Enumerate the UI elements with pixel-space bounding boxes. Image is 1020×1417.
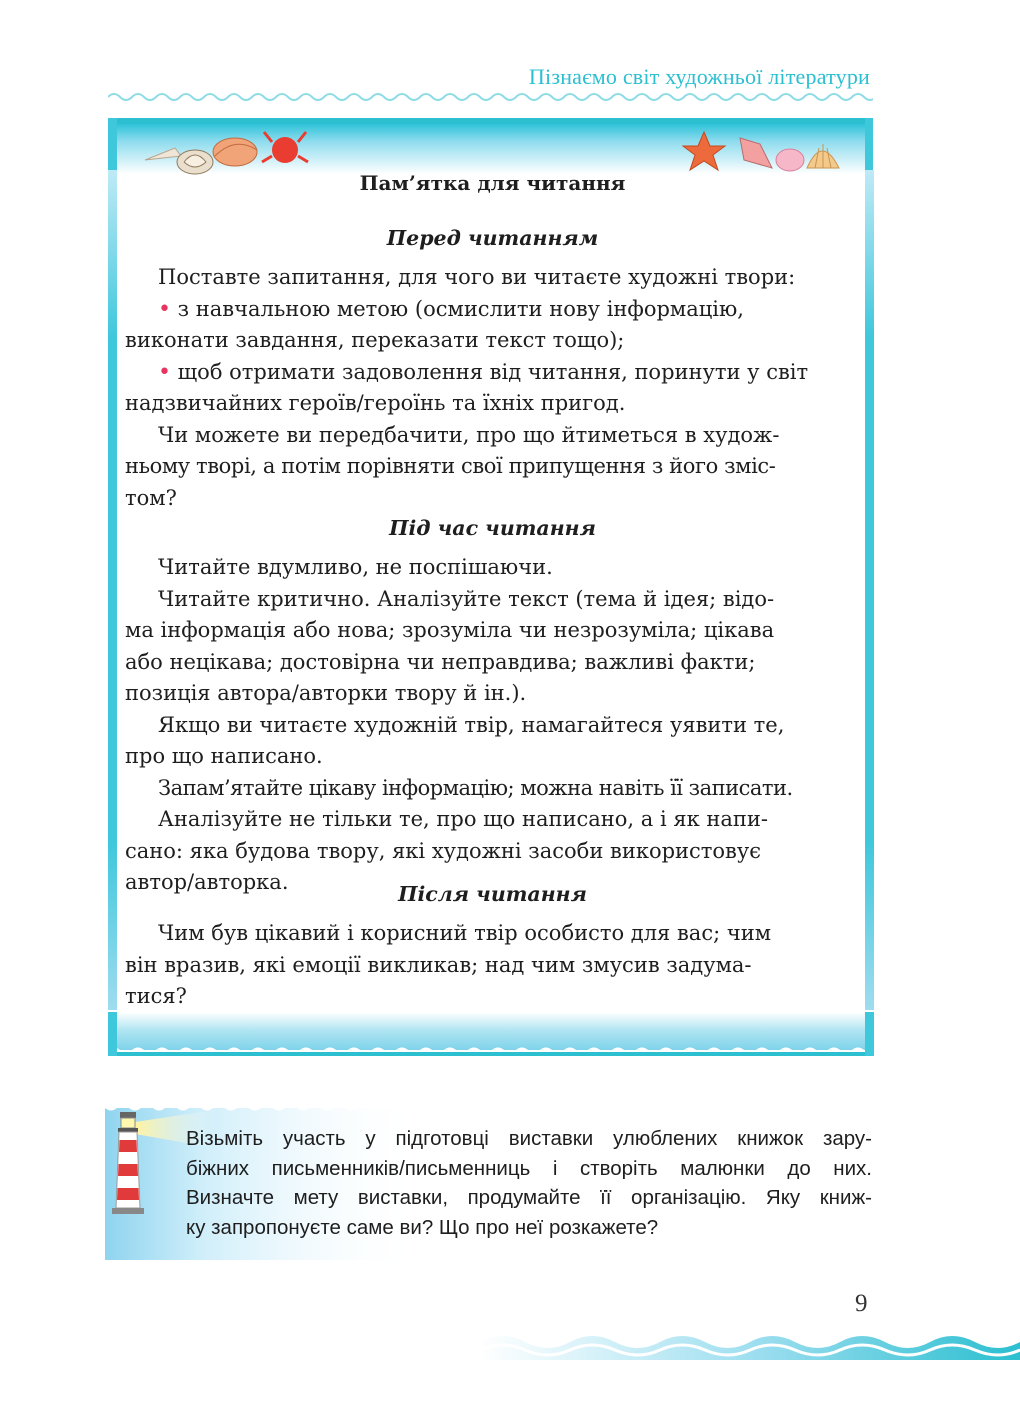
- section-body-before-reading: [125, 262, 855, 514]
- text-line: виконати завдання, переказати текст тощо);: [125, 328, 625, 352]
- section-heading-during-reading: Під час читання: [389, 516, 596, 540]
- lighthouse-icon: [108, 1110, 148, 1218]
- text-line: тися?: [125, 984, 187, 1008]
- running-header: Пізнаємо світ художньої літератури: [528, 64, 870, 89]
- text-line: сано: яка будова твору, які художні засоби використовує: [125, 838, 761, 863]
- text-line: Чи можете ви передбачити, про що йтиметься в худож-: [158, 422, 780, 447]
- text-line: позиція автора/авторки твору й ін.).: [125, 681, 527, 705]
- section-body-during-reading: [125, 552, 855, 899]
- text-line: він вразив, які емоції викликав; над чим змусив задума-: [125, 952, 752, 977]
- memo-left-border: [108, 170, 117, 1010]
- memo-bottom-border: [108, 1012, 874, 1062]
- text-line: Чим був цікавий і корисний твір особисто для вас; чим: [158, 921, 772, 945]
- header-wave-decoration: [108, 90, 873, 104]
- text-line: автор/авторка.: [125, 870, 289, 894]
- text-line: біжних письменників/письменниць і створіть малюнки до них.: [186, 1156, 872, 1180]
- text-line: ньому творі, а потім порівняти свої припущення з його зміс-: [125, 454, 776, 478]
- text-line: про що написано.: [125, 744, 323, 768]
- task-text: [186, 1124, 872, 1242]
- page-number: 9: [855, 1290, 868, 1317]
- text-line: Візьміть участь у підготовці виставки улюблених книжок зару-: [186, 1127, 872, 1150]
- footer-wave-decoration: [480, 1320, 1020, 1370]
- section-body-after-reading: [125, 918, 855, 1013]
- text-line: або нецікава; достовірна чи неправдива; важливі факти;: [125, 649, 756, 674]
- text-line: Запам’ятайте цікаву інформацію; можна навіть її записати.: [158, 775, 793, 800]
- section-heading-before-reading: Перед читанням: [386, 226, 599, 250]
- text-line: з навчальною метою (осмислити нову інформацію,: [170, 296, 744, 321]
- section-heading-after-reading: Після читання: [398, 882, 587, 906]
- text-line: ма інформація або нова; зрозуміла чи незрозуміла; цікава: [125, 618, 775, 642]
- text-line: надзвичайних героїв/героїнь та їхніх пригод.: [125, 391, 626, 415]
- text-line: Визначте мету виставки, продумайте її організацію. Яку книж-: [186, 1186, 872, 1209]
- text-line: ку запропонуєте саме ви? Що про неї розкажете?: [186, 1215, 659, 1239]
- memo-right-border: [865, 170, 874, 1010]
- text-line: Якщо ви читаєте художній твір, намагайтеся уявити те,: [158, 712, 785, 737]
- text-line: Аналізуйте не тільки те, про що написано, а і як напи-: [158, 807, 769, 831]
- memo-title: Пам’ятка для читання: [359, 171, 626, 195]
- text-line: Читайте критично. Аналізуйте текст (тема й ідея; відо-: [158, 586, 775, 611]
- text-line: том?: [125, 485, 177, 510]
- list-item: [125, 294, 855, 326]
- bullet-icon: •: [158, 296, 171, 322]
- text-line: Читайте вдумливо, не поспішаючи.: [158, 555, 553, 579]
- list-item: [125, 357, 855, 389]
- bullet-icon: •: [158, 359, 171, 385]
- text-line: Поставте запитання, для чого ви читаєте художні твори:: [158, 265, 796, 289]
- text-line: щоб отримати задоволення від читання, поринути у світ: [170, 359, 809, 384]
